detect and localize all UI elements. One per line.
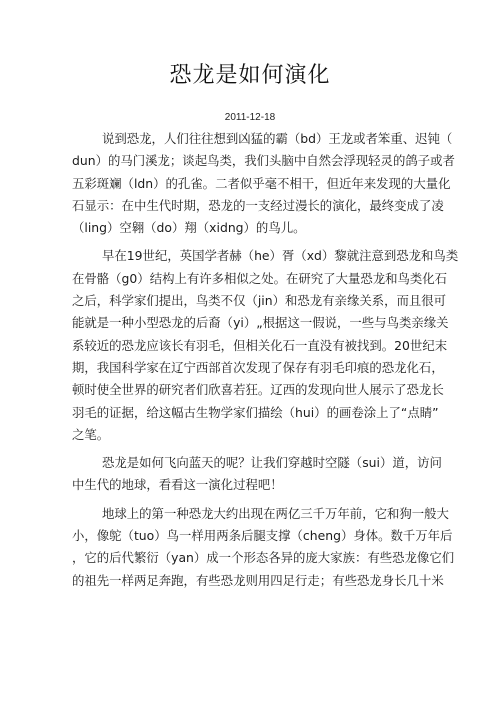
text-line: 顿时使全世界的研究者们欣喜若狂。辽西的发现向世人展示了恐龙长 (72, 382, 444, 398)
document-date: 2011-12-18 (224, 112, 276, 123)
paragraph-3 (72, 452, 444, 497)
paragraph-1 (72, 128, 455, 239)
text-line: dun）的马门溪龙；谈起鸟类，我们头脑中自然会浮现轻灵的鸽子或者 (72, 153, 455, 169)
text-line: 小，像鸵（tuo）鸟一样用两条后腿支撑（cheng）身体。数千万年后 (72, 528, 453, 544)
paragraph-2 (72, 245, 459, 446)
text-line: 早在19世纪，英国学者赫（he）胥（xd）黎就注意到恐龙和鸟类 (102, 248, 459, 264)
page-title: 恐龙是如何演化 (169, 63, 331, 88)
text-line: 能就是一种小型恐龙的后裔（yi）„根据这一假说，一些与鸟类亲缘关 (72, 315, 449, 331)
text-line: 的祖先一样两足奔跑，有些恐龙则用四足行走；有些恐龙身长几十米 (72, 572, 444, 588)
text-line: 之笔。 (72, 426, 110, 442)
text-line: （ling）空翱（do）翔（xidng）的鸟儿。 (72, 220, 306, 236)
text-line: 说到恐龙，人们往往想到凶猛的霸（bd）王龙或者笨重、迟钝（ (102, 131, 453, 146)
text-line: 地球上的第一种恐龙大约出现在两亿三千万年前，它和狗一般大 (102, 505, 449, 521)
text-line: 羽毛的证据，给这幅古生物学家们描绘（hui）的画卷涂上了“点睛” (72, 404, 439, 420)
text-line: 在骨骼（g0）结构上有许多相似之处。在研究了大量恐龙和鸟类化石 (72, 270, 448, 286)
text-line: ，它的后代繁衍（yan）成一个形态各异的庞大家族：有些恐龙像它们 (72, 550, 455, 566)
text-line: 期，我国科学家在辽宁西部首次发现了保存有羽毛印痕的恐龙化石， (72, 359, 444, 375)
text-line: 五彩斑斓（ldn）的孔雀。二者似乎毫不相干，但近年来发现的大量化 (72, 175, 451, 191)
text-line: 系较近的恐龙应该长有羽毛，但相关化石一直没有被找到。20世纪末 (72, 337, 448, 353)
text-line: 石显示：在中生代时期，恐龙的一支经过漫长的演化，最终变成了凌 (72, 197, 444, 213)
text-line: 恐龙是如何飞向蓝天的呢？让我们穿越时空隧（sui）道，访问 (102, 455, 442, 471)
text-line: 中生代的地球，看看这一演化过程吧！ (72, 477, 283, 493)
paragraph-4 (72, 503, 455, 592)
article-body (72, 128, 459, 598)
text-line: 之后，科学家们提出，鸟类不仅（jin）和恐龙有亲缘关系，而且很可 (72, 293, 447, 309)
